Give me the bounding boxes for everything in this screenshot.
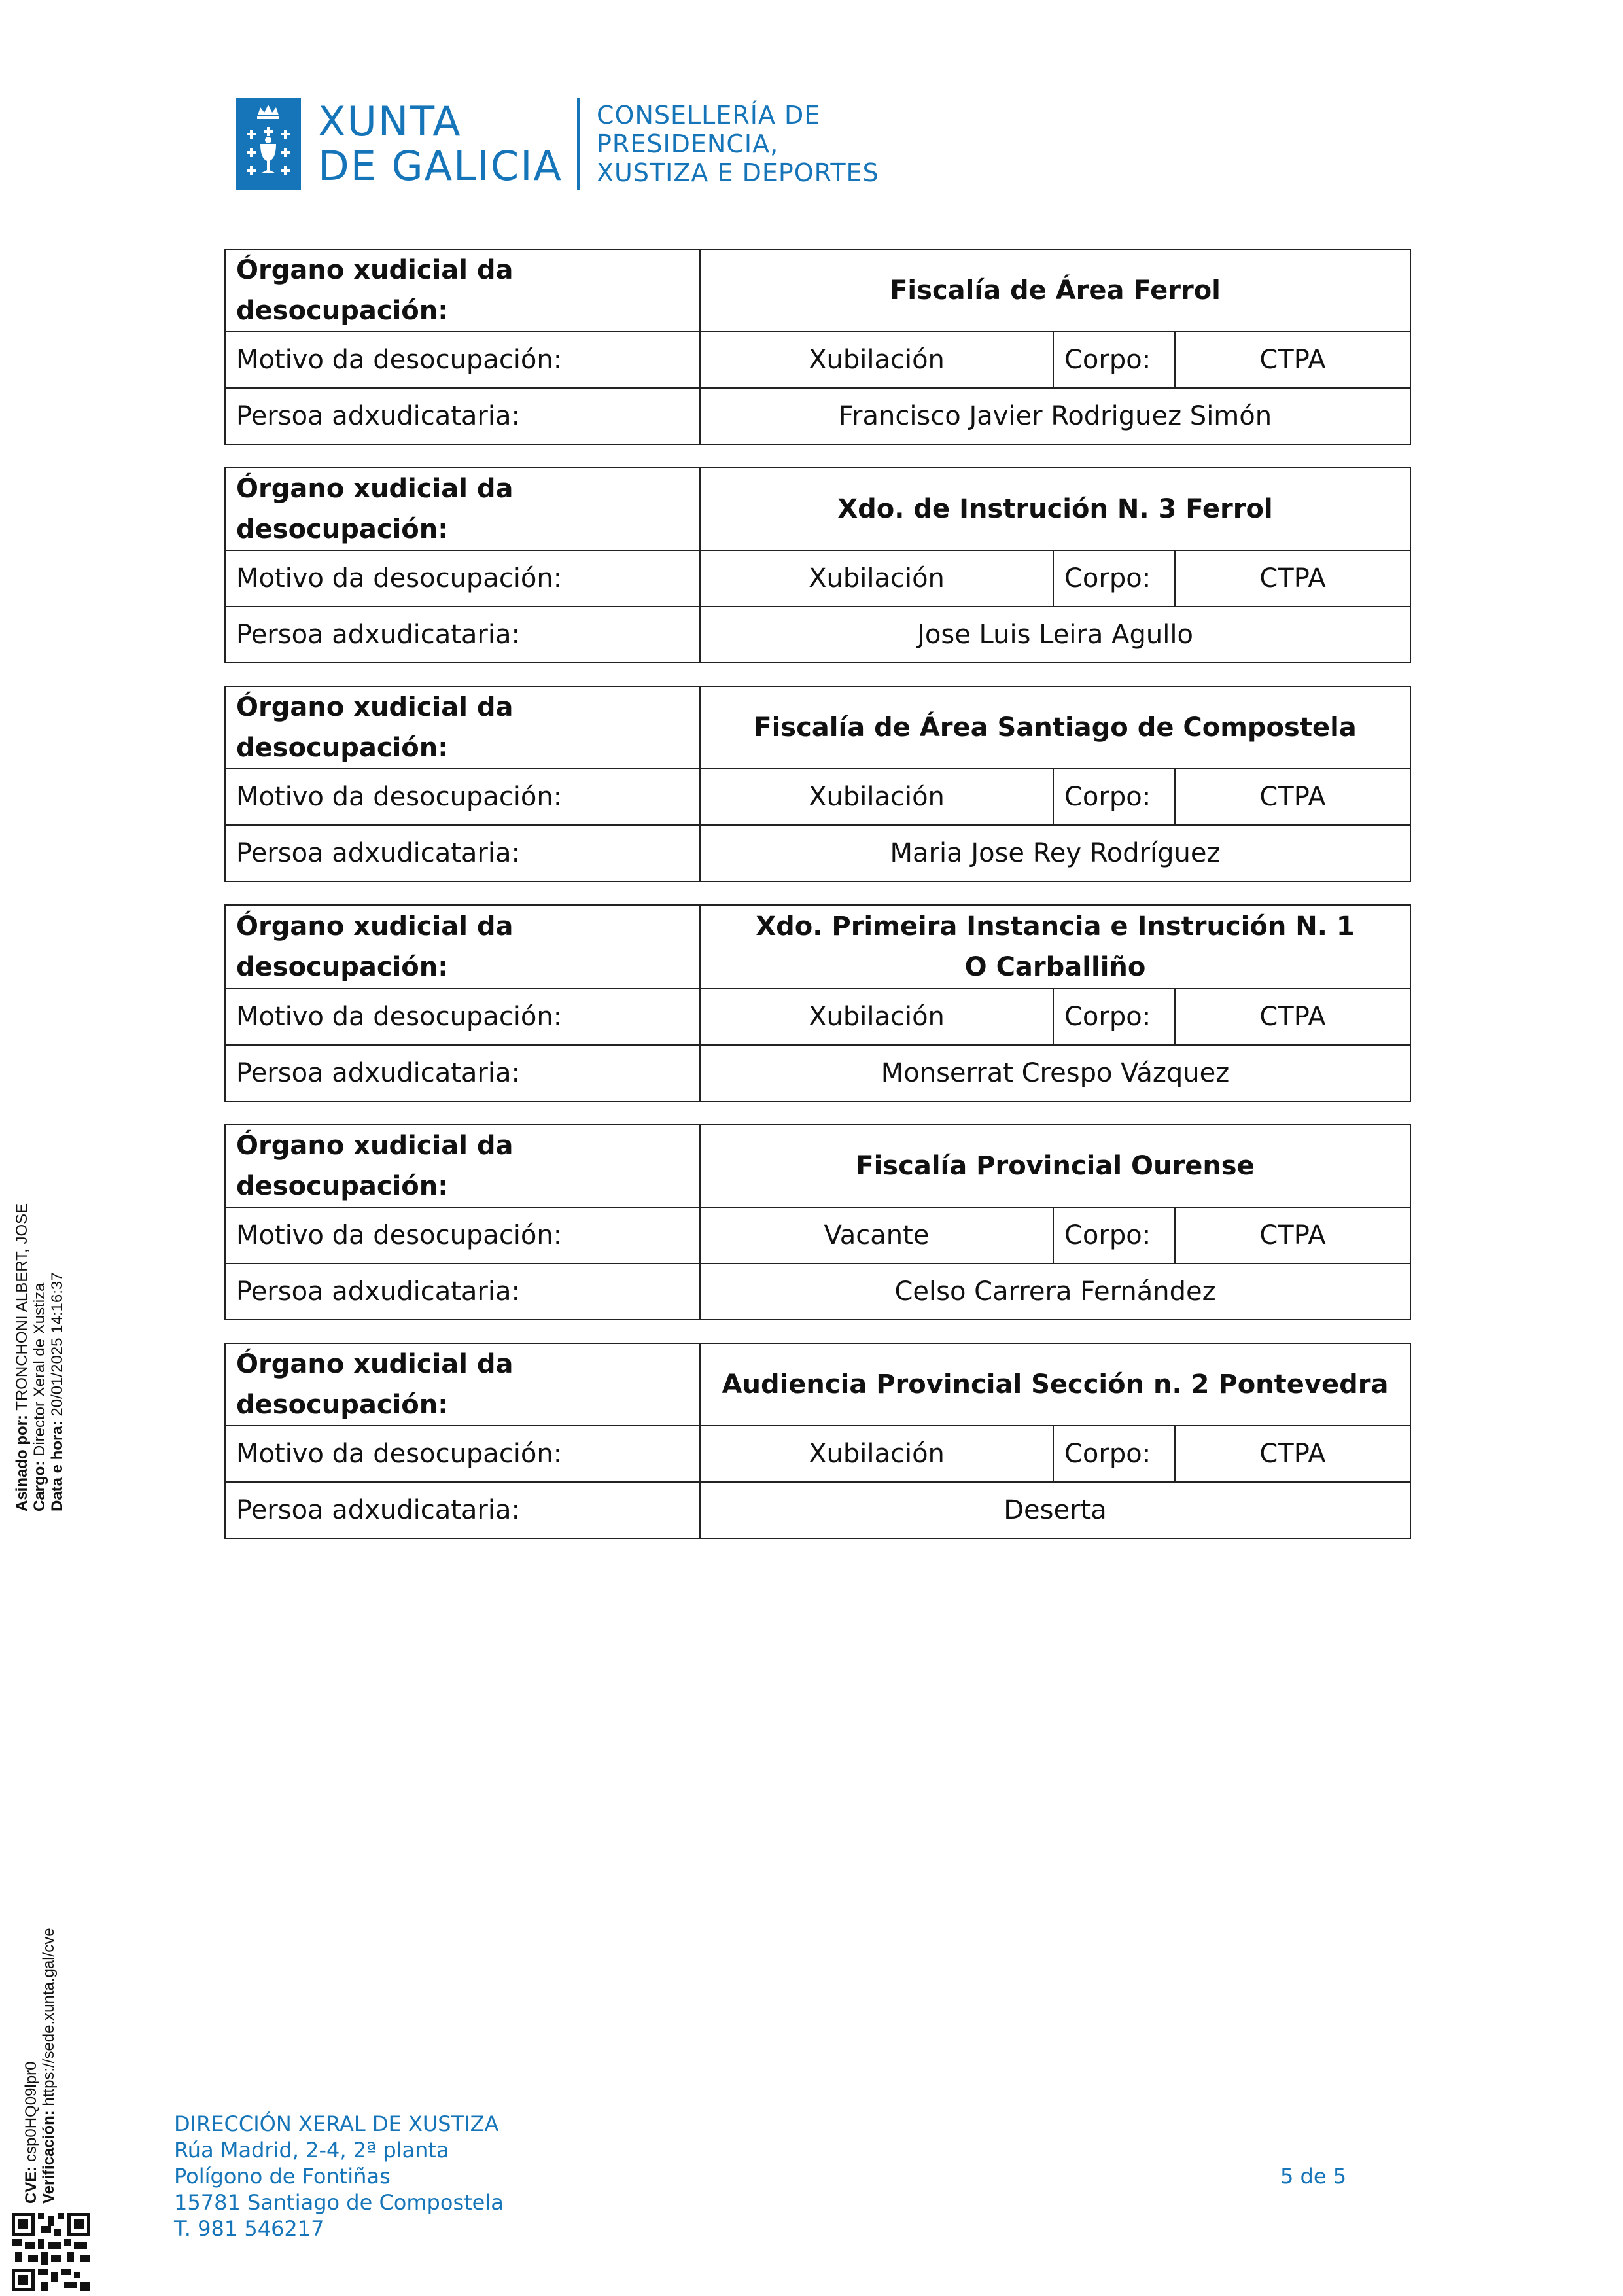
- person-row: [225, 1482, 1410, 1538]
- logo-line-2: DE GALICIA: [318, 142, 563, 190]
- organ-label: Órgano xudicial da desocupación:: [225, 1125, 700, 1207]
- person-label: Persoa adxudicataria:: [225, 388, 700, 444]
- department-name: [597, 101, 879, 187]
- footer-line-5: T. 981 546217: [174, 2216, 324, 2241]
- datetime-value: 20/01/2025 14:16:37: [48, 1272, 66, 1417]
- reason-value: Xubilación: [700, 989, 1053, 1045]
- logo-line-1: XUNTA: [318, 97, 462, 145]
- organ-value: [700, 686, 1410, 769]
- organ-row: [225, 249, 1410, 332]
- signed-by-line: [13, 1203, 31, 1511]
- reason-label: Motivo da desocupación:: [225, 769, 700, 825]
- corps-label: Corpo:: [1053, 769, 1175, 825]
- reason-row: [225, 769, 1410, 825]
- person-value: Deserta: [700, 1482, 1410, 1538]
- organ-value-line: O Carballiño: [964, 952, 1146, 982]
- reason-label: Motivo da desocupación:: [225, 1426, 700, 1482]
- organ-value: [700, 1125, 1410, 1207]
- footer-address: [174, 2111, 504, 2242]
- person-row: [225, 825, 1410, 881]
- reason-label: Motivo da desocupación:: [225, 1207, 700, 1263]
- organ-row: [225, 905, 1410, 989]
- reason-label: Motivo da desocupación:: [225, 989, 700, 1045]
- verification-url: https://sede.xunta.gal/cve: [40, 1928, 58, 2106]
- corps-value: CTPA: [1175, 989, 1410, 1045]
- organ-value: [700, 1343, 1410, 1426]
- datetime-line: [48, 1203, 66, 1511]
- reason-value: Vacante: [700, 1207, 1053, 1263]
- corps-label: Corpo:: [1053, 332, 1175, 388]
- vacancy-table: [224, 467, 1411, 663]
- organ-row: [225, 1343, 1410, 1426]
- person-value: Monserrat Crespo Vázquez: [700, 1045, 1410, 1101]
- position-label: Cargo:: [31, 1460, 48, 1511]
- vacancy-table: [224, 1343, 1411, 1539]
- logo-wordmark: [318, 99, 563, 188]
- organ-value-line: Fiscalía de Área Ferrol: [890, 275, 1221, 306]
- organ-value-line: Fiscalía de Área Santiago de Compostela: [754, 713, 1357, 743]
- position-line: [31, 1203, 48, 1511]
- organ-label: Órgano xudicial da desocupación:: [225, 905, 700, 989]
- vacancy-table: [224, 904, 1411, 1102]
- reason-row: [225, 989, 1410, 1045]
- person-row: [225, 388, 1410, 444]
- corps-value: CTPA: [1175, 1426, 1410, 1482]
- footer-line-3: Polígono de Fontiñas: [174, 2164, 391, 2189]
- corps-value: CTPA: [1175, 332, 1410, 388]
- reason-label: Motivo da desocupación:: [225, 332, 700, 388]
- organ-value-line: Xdo. de Instrución N. 3 Ferrol: [837, 494, 1273, 524]
- reason-value: Xubilación: [700, 1426, 1053, 1482]
- organ-row: [225, 468, 1410, 550]
- person-row: [225, 1263, 1410, 1320]
- person-value: Celso Carrera Fernández: [700, 1263, 1410, 1320]
- reason-row: [225, 332, 1410, 388]
- person-label: Persoa adxudicataria:: [225, 825, 700, 881]
- department-line-3: XUSTIZA E DEPORTES: [597, 158, 879, 187]
- organ-value: [700, 905, 1410, 989]
- organ-value: [700, 468, 1410, 550]
- reason-row: [225, 550, 1410, 607]
- organ-row: [225, 1125, 1410, 1207]
- corps-label: Corpo:: [1053, 1207, 1175, 1263]
- organ-value: [700, 249, 1410, 332]
- qr-code-icon: [12, 2213, 90, 2291]
- person-value: Maria Jose Rey Rodríguez: [700, 825, 1410, 881]
- person-label: Persoa adxudicataria:: [225, 1045, 700, 1101]
- reason-value: Xubilación: [700, 550, 1053, 607]
- corps-label: Corpo:: [1053, 989, 1175, 1045]
- organ-label: Órgano xudicial da desocupación:: [225, 249, 700, 332]
- signed-by-value: TRONCHONI ALBERT, JOSE: [13, 1203, 31, 1411]
- footer-line-1: DIRECCIÓN XERAL DE XUSTIZA: [174, 2111, 499, 2136]
- reason-value: Xubilación: [700, 769, 1053, 825]
- vacancy-table: [224, 249, 1411, 445]
- department-line-2: PRESIDENCIA,: [597, 130, 779, 158]
- cve-line: [22, 1928, 40, 2204]
- verification-url-line: [40, 1928, 58, 2204]
- corps-value: CTPA: [1175, 550, 1410, 607]
- position-value: Director Xeral de Xustiza: [31, 1282, 48, 1457]
- department-line-1: CONSELLERÍA DE: [597, 101, 821, 130]
- signature-stamp: [13, 1203, 66, 1511]
- person-label: Persoa adxudicataria:: [225, 1482, 700, 1538]
- signed-by-label: Asinado por:: [13, 1415, 31, 1511]
- reason-row: [225, 1426, 1410, 1482]
- person-label: Persoa adxudicataria:: [225, 607, 700, 663]
- logo-divider: [577, 98, 580, 190]
- corps-label: Corpo:: [1053, 1426, 1175, 1482]
- organ-row: [225, 686, 1410, 769]
- vacancy-table: [224, 686, 1411, 882]
- organ-value-line: Audiencia Provincial Sección n. 2 Pontevedra: [722, 1369, 1389, 1400]
- verification-stamp: [22, 1928, 58, 2204]
- corps-value: CTPA: [1175, 769, 1410, 825]
- organ-label: Órgano xudicial da desocupación:: [225, 686, 700, 769]
- organ-label: Órgano xudicial da desocupación:: [225, 1343, 700, 1426]
- reason-label: Motivo da desocupación:: [225, 550, 700, 607]
- footer-line-4: 15781 Santiago de Compostela: [174, 2190, 504, 2215]
- cve-label: CVE:: [22, 2166, 40, 2204]
- person-value: Francisco Javier Rodriguez Simón: [700, 388, 1410, 444]
- vacancy-list: [224, 249, 1410, 1561]
- vacancy-table: [224, 1124, 1411, 1320]
- person-row: [225, 607, 1410, 663]
- person-value: Jose Luis Leira Agullo: [700, 607, 1410, 663]
- reason-row: [225, 1207, 1410, 1263]
- cve-value: csp0HQ09lpr0: [22, 2061, 40, 2162]
- corps-label: Corpo:: [1053, 550, 1175, 607]
- reason-value: Xubilación: [700, 332, 1053, 388]
- datetime-label: Data e hora:: [48, 1421, 66, 1511]
- verification-url-label: Verificación:: [40, 2110, 58, 2204]
- organ-value-line: Xdo. Primeira Instancia e Instrución N. 1: [756, 911, 1355, 942]
- page-number: 5 de 5: [1280, 2164, 1347, 2189]
- galicia-coat-of-arms-icon: [236, 98, 301, 190]
- organ-label: Órgano xudicial da desocupación:: [225, 468, 700, 550]
- person-label: Persoa adxudicataria:: [225, 1263, 700, 1320]
- corps-value: CTPA: [1175, 1207, 1410, 1263]
- person-row: [225, 1045, 1410, 1101]
- organ-value-line: Fiscalía Provincial Ourense: [856, 1151, 1255, 1181]
- footer-line-2: Rúa Madrid, 2-4, 2ª planta: [174, 2138, 449, 2163]
